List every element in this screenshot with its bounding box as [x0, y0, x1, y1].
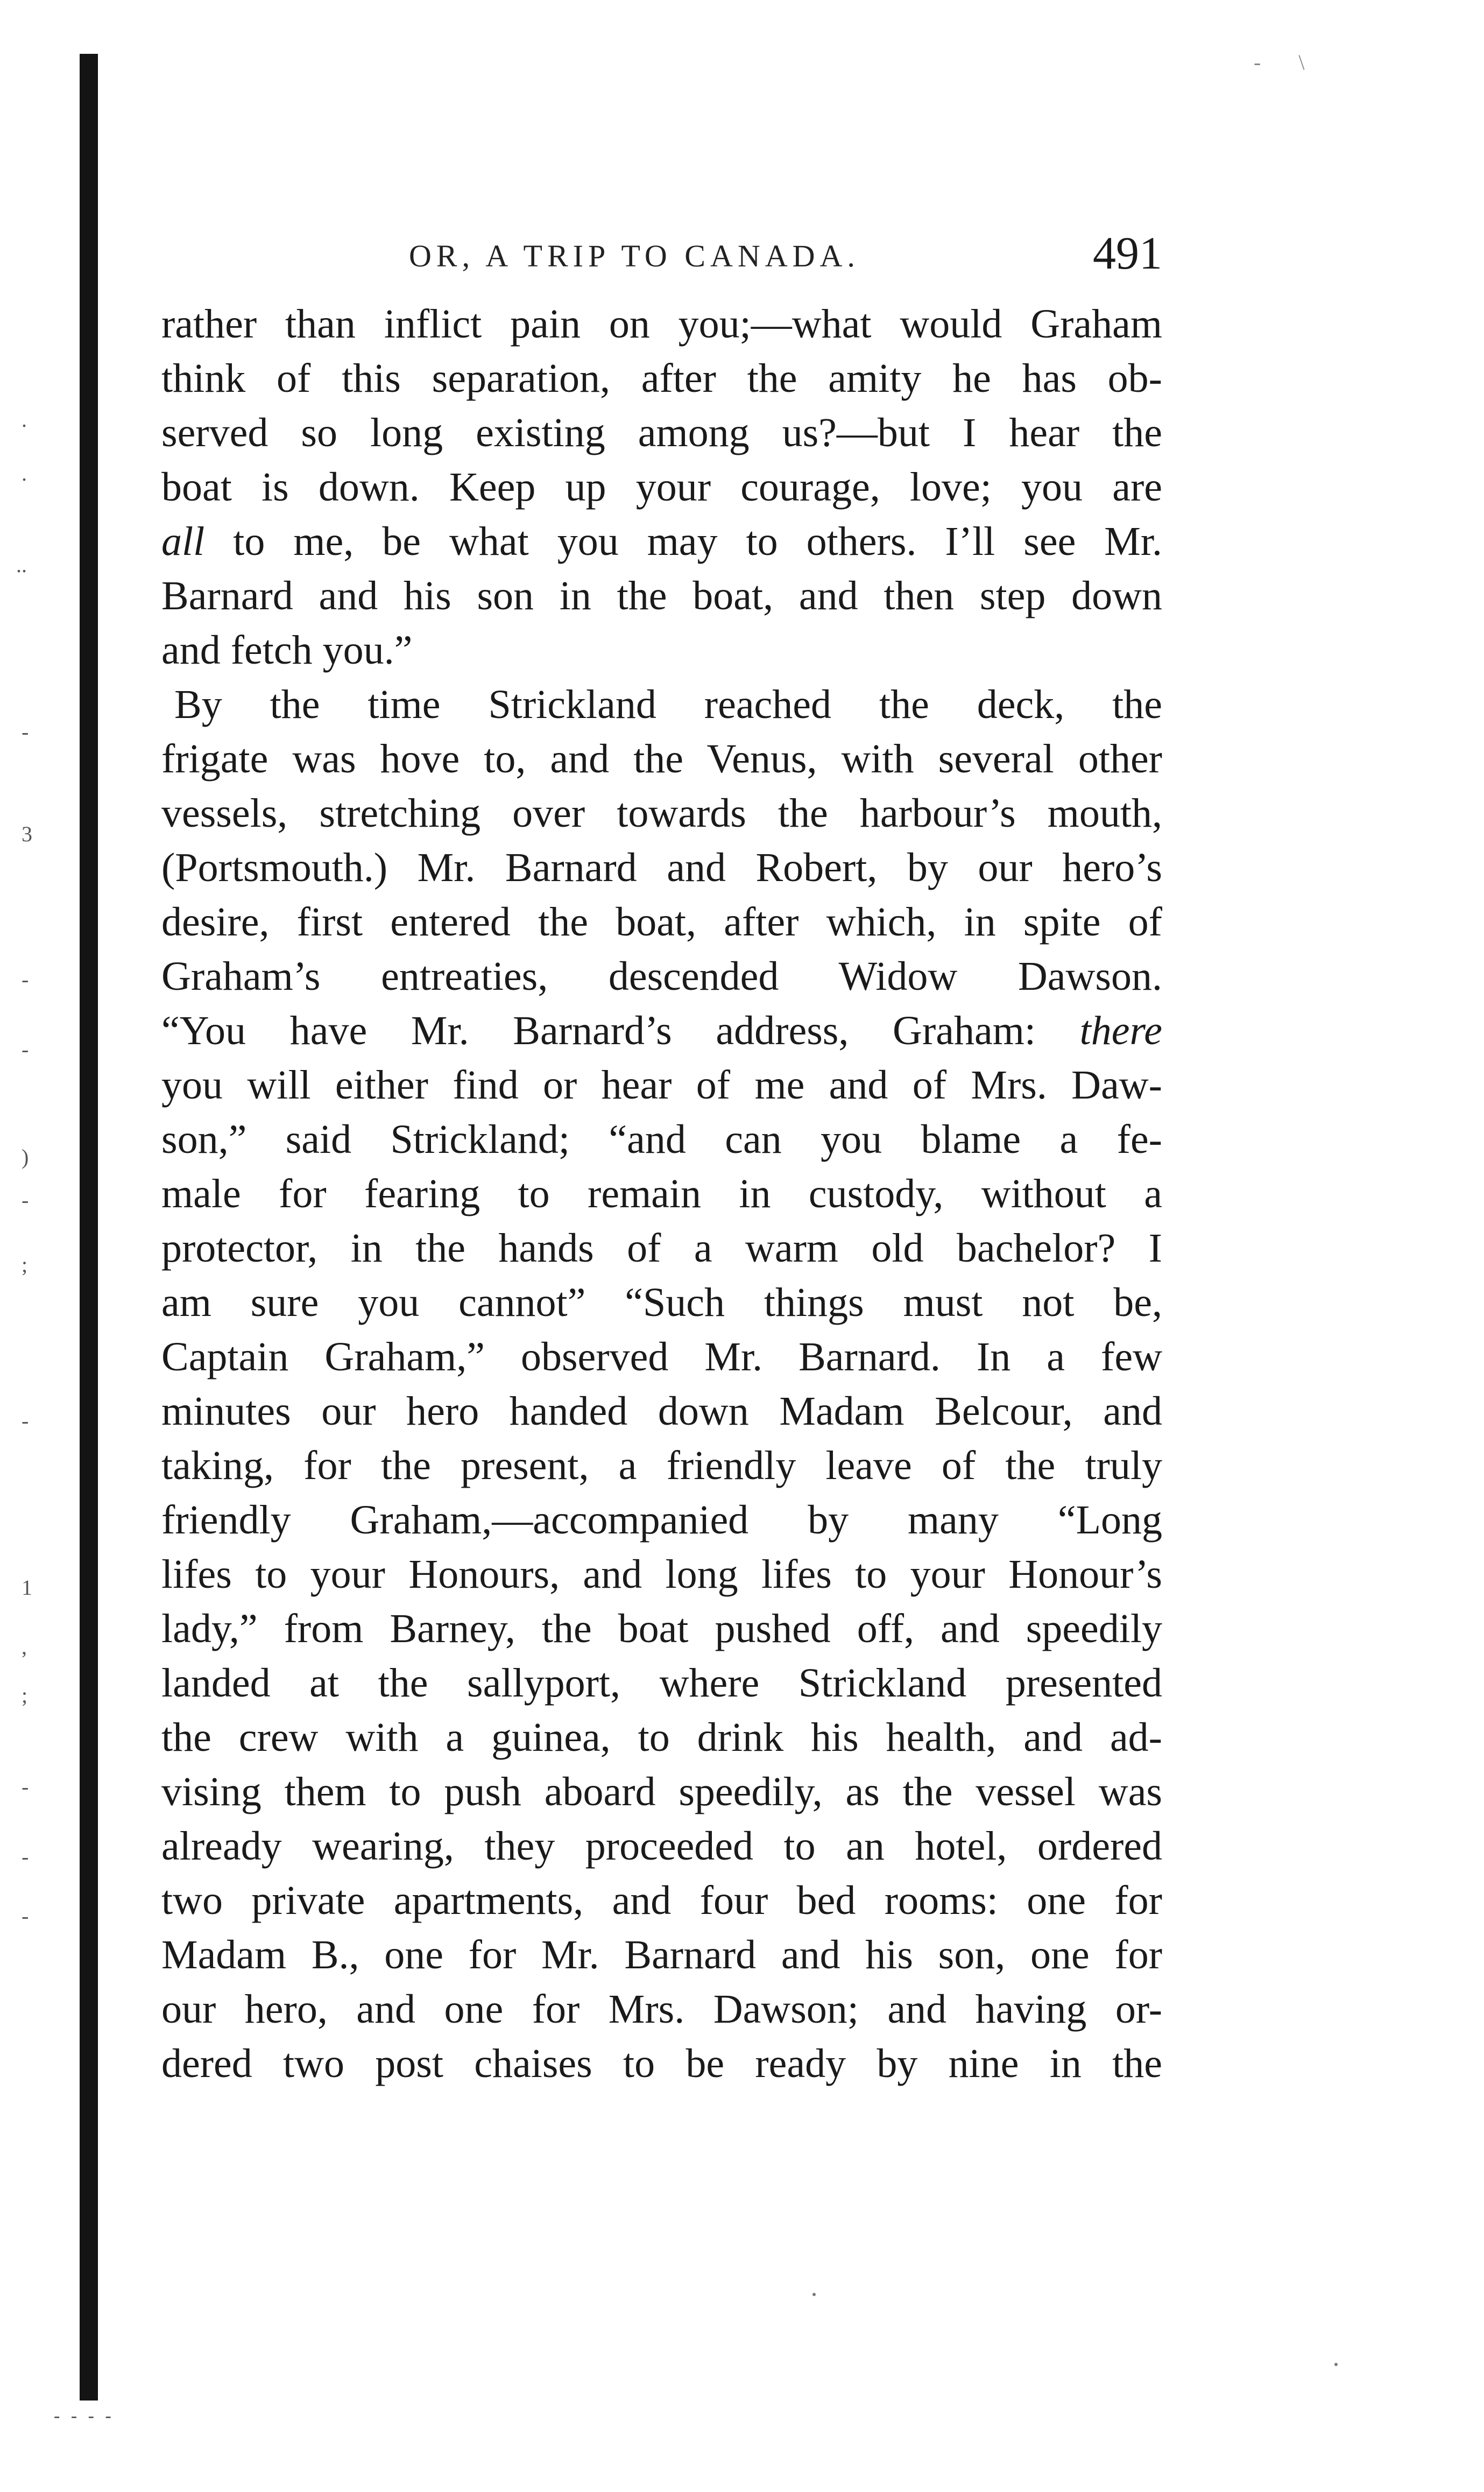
page-header	[161, 226, 1173, 285]
text-line: Captain Graham,” observed Mr. Barnard. In a few	[161, 1334, 1162, 1379]
text-line: you will either find or hear of me and of Mrs. Daw-	[161, 1062, 1162, 1108]
text-line: dered two post chaises to be ready by nine in the	[161, 2041, 1162, 2086]
text-line: taking, for the present, a friendly leave of the truly	[161, 1443, 1162, 1488]
margin-artifacts	[0, 0, 54, 2492]
text-line: lifes to your Honours, and long lifes to your Honour’s	[161, 1552, 1162, 1597]
margin-speck: -	[22, 1188, 29, 1212]
text-line: Madam B., one for Mr. Barnard and his son, one for	[161, 1932, 1162, 1977]
text-line: am sure you cannot” “Such things must not be,	[161, 1280, 1162, 1325]
margin-speck: .	[22, 461, 27, 485]
margin-speck: 1	[22, 1575, 32, 1600]
running-title: OR, A TRIP TO CANADA.	[409, 238, 860, 273]
margin-speck: -	[22, 1845, 29, 1869]
text-line: rather than inflict pain on you;—what would Graham	[161, 301, 1162, 347]
page-speck	[812, 2293, 816, 2296]
margin-speck: ,	[22, 1635, 27, 1659]
margin-speck: -	[22, 967, 29, 991]
page-number: 491	[1093, 227, 1162, 279]
margin-speck: .	[22, 407, 27, 432]
paragraph-start-line: By the time Strickland reached the deck, the	[174, 682, 1162, 727]
text-line: think of this separation, after the amity he has ob-	[161, 356, 1162, 401]
paragraph-end-line: and fetch you.”	[161, 628, 413, 673]
text-line: friendly Graham,—accompanied by many “Long	[161, 1497, 1162, 1543]
text-line: two private apartments, and four bed rooms: one for	[161, 1878, 1162, 1923]
margin-speck: ..	[16, 553, 27, 577]
margin-speck: ;	[22, 1683, 28, 1707]
text-line: landed at the sallyport, where Strickland presented	[161, 1660, 1162, 1706]
text-line: minutes our hero handed down Madam Belcour, and	[161, 1389, 1162, 1434]
margin-speck: -	[22, 1037, 29, 1061]
margin-speck: -	[22, 1775, 29, 1799]
margin-speck: -	[22, 720, 29, 744]
top-corner-artifacts: - \	[1254, 50, 1305, 74]
text-line: vessels, stretching over towards the harbour’s mouth,	[161, 791, 1162, 836]
page-binding-edge	[80, 54, 98, 2401]
margin-speck: 3	[22, 822, 32, 846]
text-fragment: “You have Mr. Barnard’s address, Graham:	[161, 1008, 1080, 1053]
text-line: Barnard and his son in the boat, and then step down	[161, 573, 1162, 618]
text-line	[161, 515, 1162, 569]
text-line: our hero, and one for Mrs. Dawson; and having or-	[161, 1987, 1162, 2032]
text-line: already wearing, they proceeded to an hotel, ordered	[161, 1824, 1162, 1869]
text-line: protector, in the hands of a warm old bachelor? I	[161, 1226, 1162, 1271]
body-text	[161, 297, 1162, 2091]
margin-speck: ;	[22, 1252, 28, 1277]
margin-speck: )	[22, 1145, 29, 1169]
text-line: male for fearing to remain in custody, without a	[161, 1171, 1162, 1216]
text-fragment: to me, be what you may to others. I’ll see Mr.	[204, 519, 1162, 564]
italic-word: there	[1079, 1008, 1162, 1053]
text-line: Graham’s entreaties, descended Widow Dawson.	[161, 954, 1162, 999]
page-speck	[1334, 2363, 1338, 2366]
text-line: boat is down. Keep up your courage, love; you are	[161, 464, 1162, 510]
text-line: frigate was hove to, and the Venus, with several other	[161, 736, 1162, 782]
margin-speck: -	[22, 1409, 29, 1433]
italic-word: all	[161, 519, 205, 564]
text-line: desire, first entered the boat, after which, in spite of	[161, 899, 1162, 945]
text-line: son,” said Strickland; “and can you blame a fe-	[161, 1117, 1162, 1162]
text-line: served so long existing among us?—but I hear the	[161, 410, 1162, 455]
text-line: (Portsmouth.) Mr. Barnard and Robert, by our hero’s	[161, 845, 1162, 890]
margin-speck: -	[22, 1904, 29, 1928]
text-line: the crew with a guinea, to drink his health, and ad-	[161, 1715, 1162, 1760]
text-line: vising them to push aboard speedily, as the vessel was	[161, 1769, 1162, 1814]
text-line	[161, 1004, 1162, 1058]
text-line: lady,” from Barney, the boat pushed off, and speedily	[161, 1606, 1162, 1651]
bottom-corner-artifacts: - - - -	[54, 2406, 115, 2426]
